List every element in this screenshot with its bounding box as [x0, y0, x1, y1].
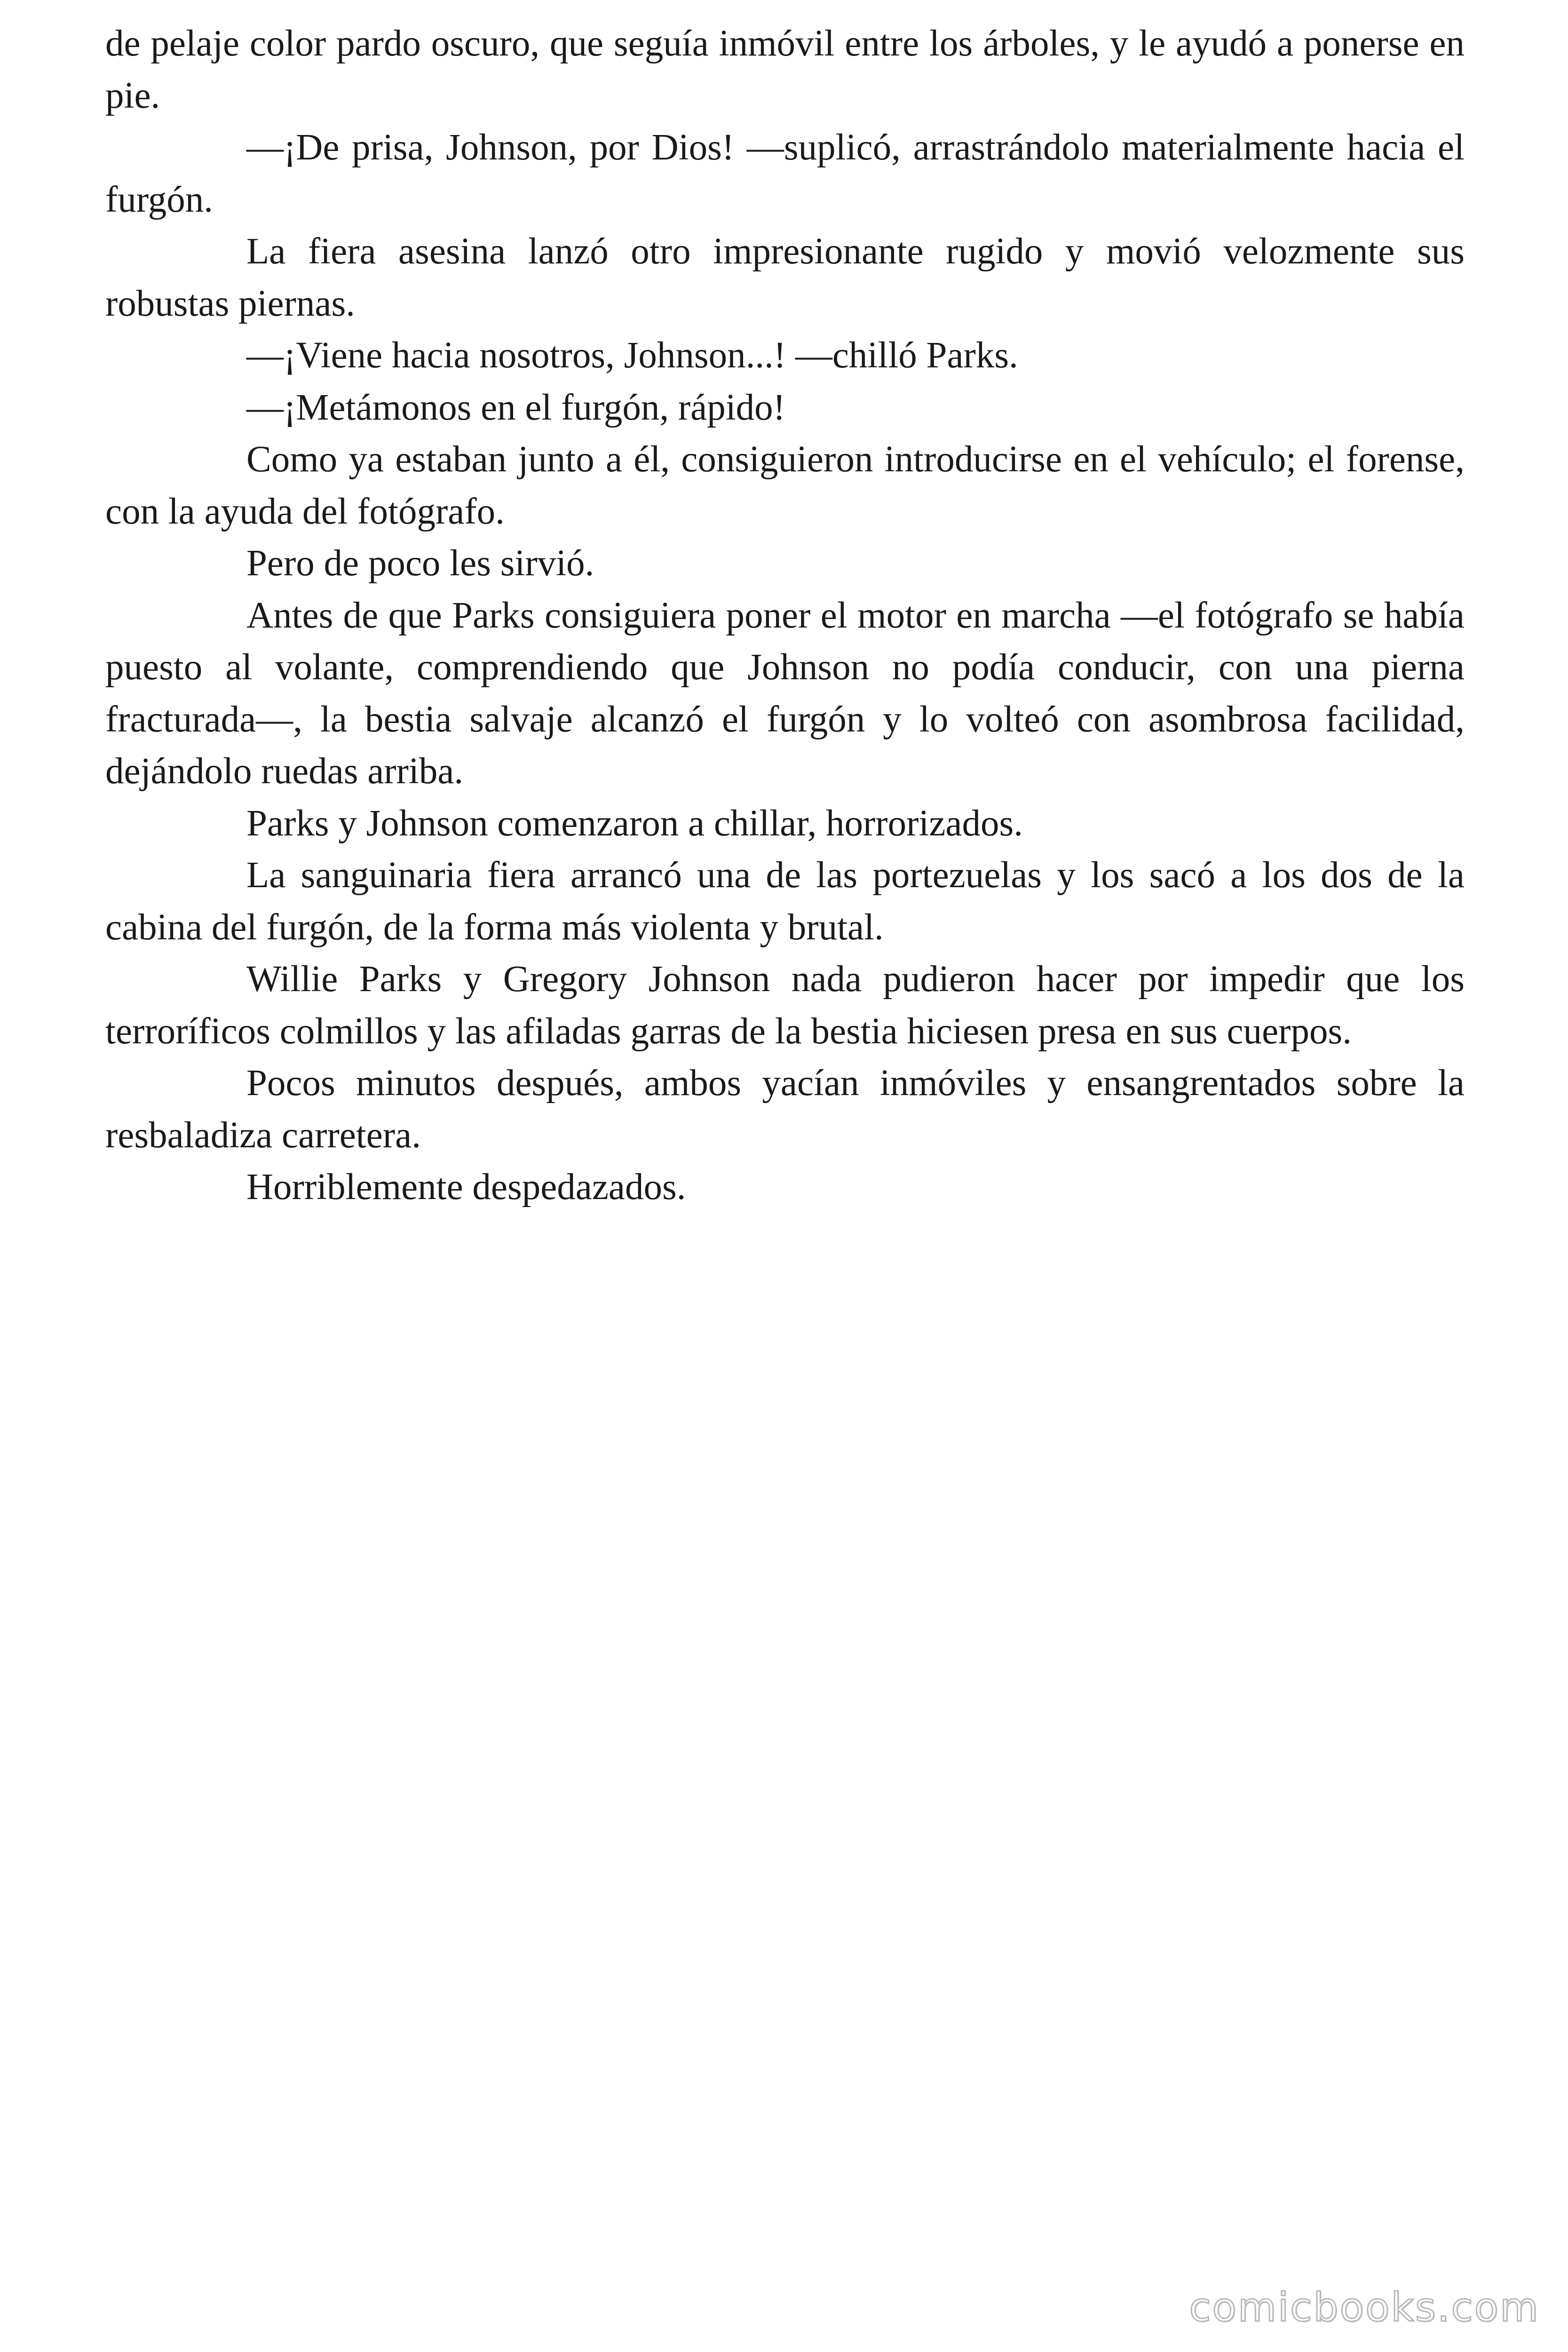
paragraph-fiera-rugido: La fiera asesina lanzó otro impresionante rugido y movió velozmente sus robustas piernas.	[105, 231, 1465, 324]
watermark-text: comicbooks.com	[1189, 2284, 1540, 2330]
paragraph-dialogue-de-prisa: —¡De prisa, Johnson, por Dios! —suplicó, arrastrándolo materialmente hacia el furgón.	[105, 127, 1465, 220]
paragraph-pocos-minutos: Pocos minutos después, ambos yacían inmóviles y ensangrentados sobre la resbaladiza carretera.	[105, 1063, 1465, 1156]
paragraph-dialogue-metamonos: —¡Metámonos en el furgón, rápido!	[246, 387, 785, 428]
paragraph-motor-en-marcha: Antes de que Parks consiguiera poner el motor en marcha —el fotógrafo se había puesto al volante, comprendiendo que Johnson no podía conducir, con una pierna fracturada—, la bestia salvaje alcanzó el furgón y lo volteó con asombrosa facilidad, dejándolo ruedas arriba.	[105, 595, 1465, 792]
paragraph-continuation: de pelaje color pardo oscuro, que seguía inmóvil entre los árboles, y le ayudó a ponerse en pie.	[105, 23, 1465, 116]
page-body	[105, 18, 1465, 1214]
paragraph-comenzaron-chillar: Parks y Johnson comenzaron a chillar, horrorizados.	[246, 803, 1023, 844]
paragraph-despedazados: Horriblemente despedazados.	[246, 1167, 686, 1208]
paragraph-dialogue-viene: —¡Viene hacia nosotros, Johnson...! —chilló Parks.	[246, 335, 1018, 376]
paragraph-willie-parks: Willie Parks y Gregory Johnson nada pudieron hacer por impedir que los terroríficos colmillos y las afiladas garras de la bestia hiciesen presa en sus cuerpos.	[105, 959, 1465, 1052]
paragraph-sanguinaria-fiera: La sanguinaria fiera arrancó una de las portezuelas y los sacó a los dos de la cabina del furgón, de la forma más violenta y brutal.	[105, 855, 1465, 948]
paragraph-junto-a-el: Como ya estaban junto a él, consiguieron introducirse en el vehículo; el forense, con la ayuda del fotógrafo.	[105, 439, 1465, 532]
paragraph-poco-les-sirvio: Pero de poco les sirvió.	[246, 543, 594, 584]
